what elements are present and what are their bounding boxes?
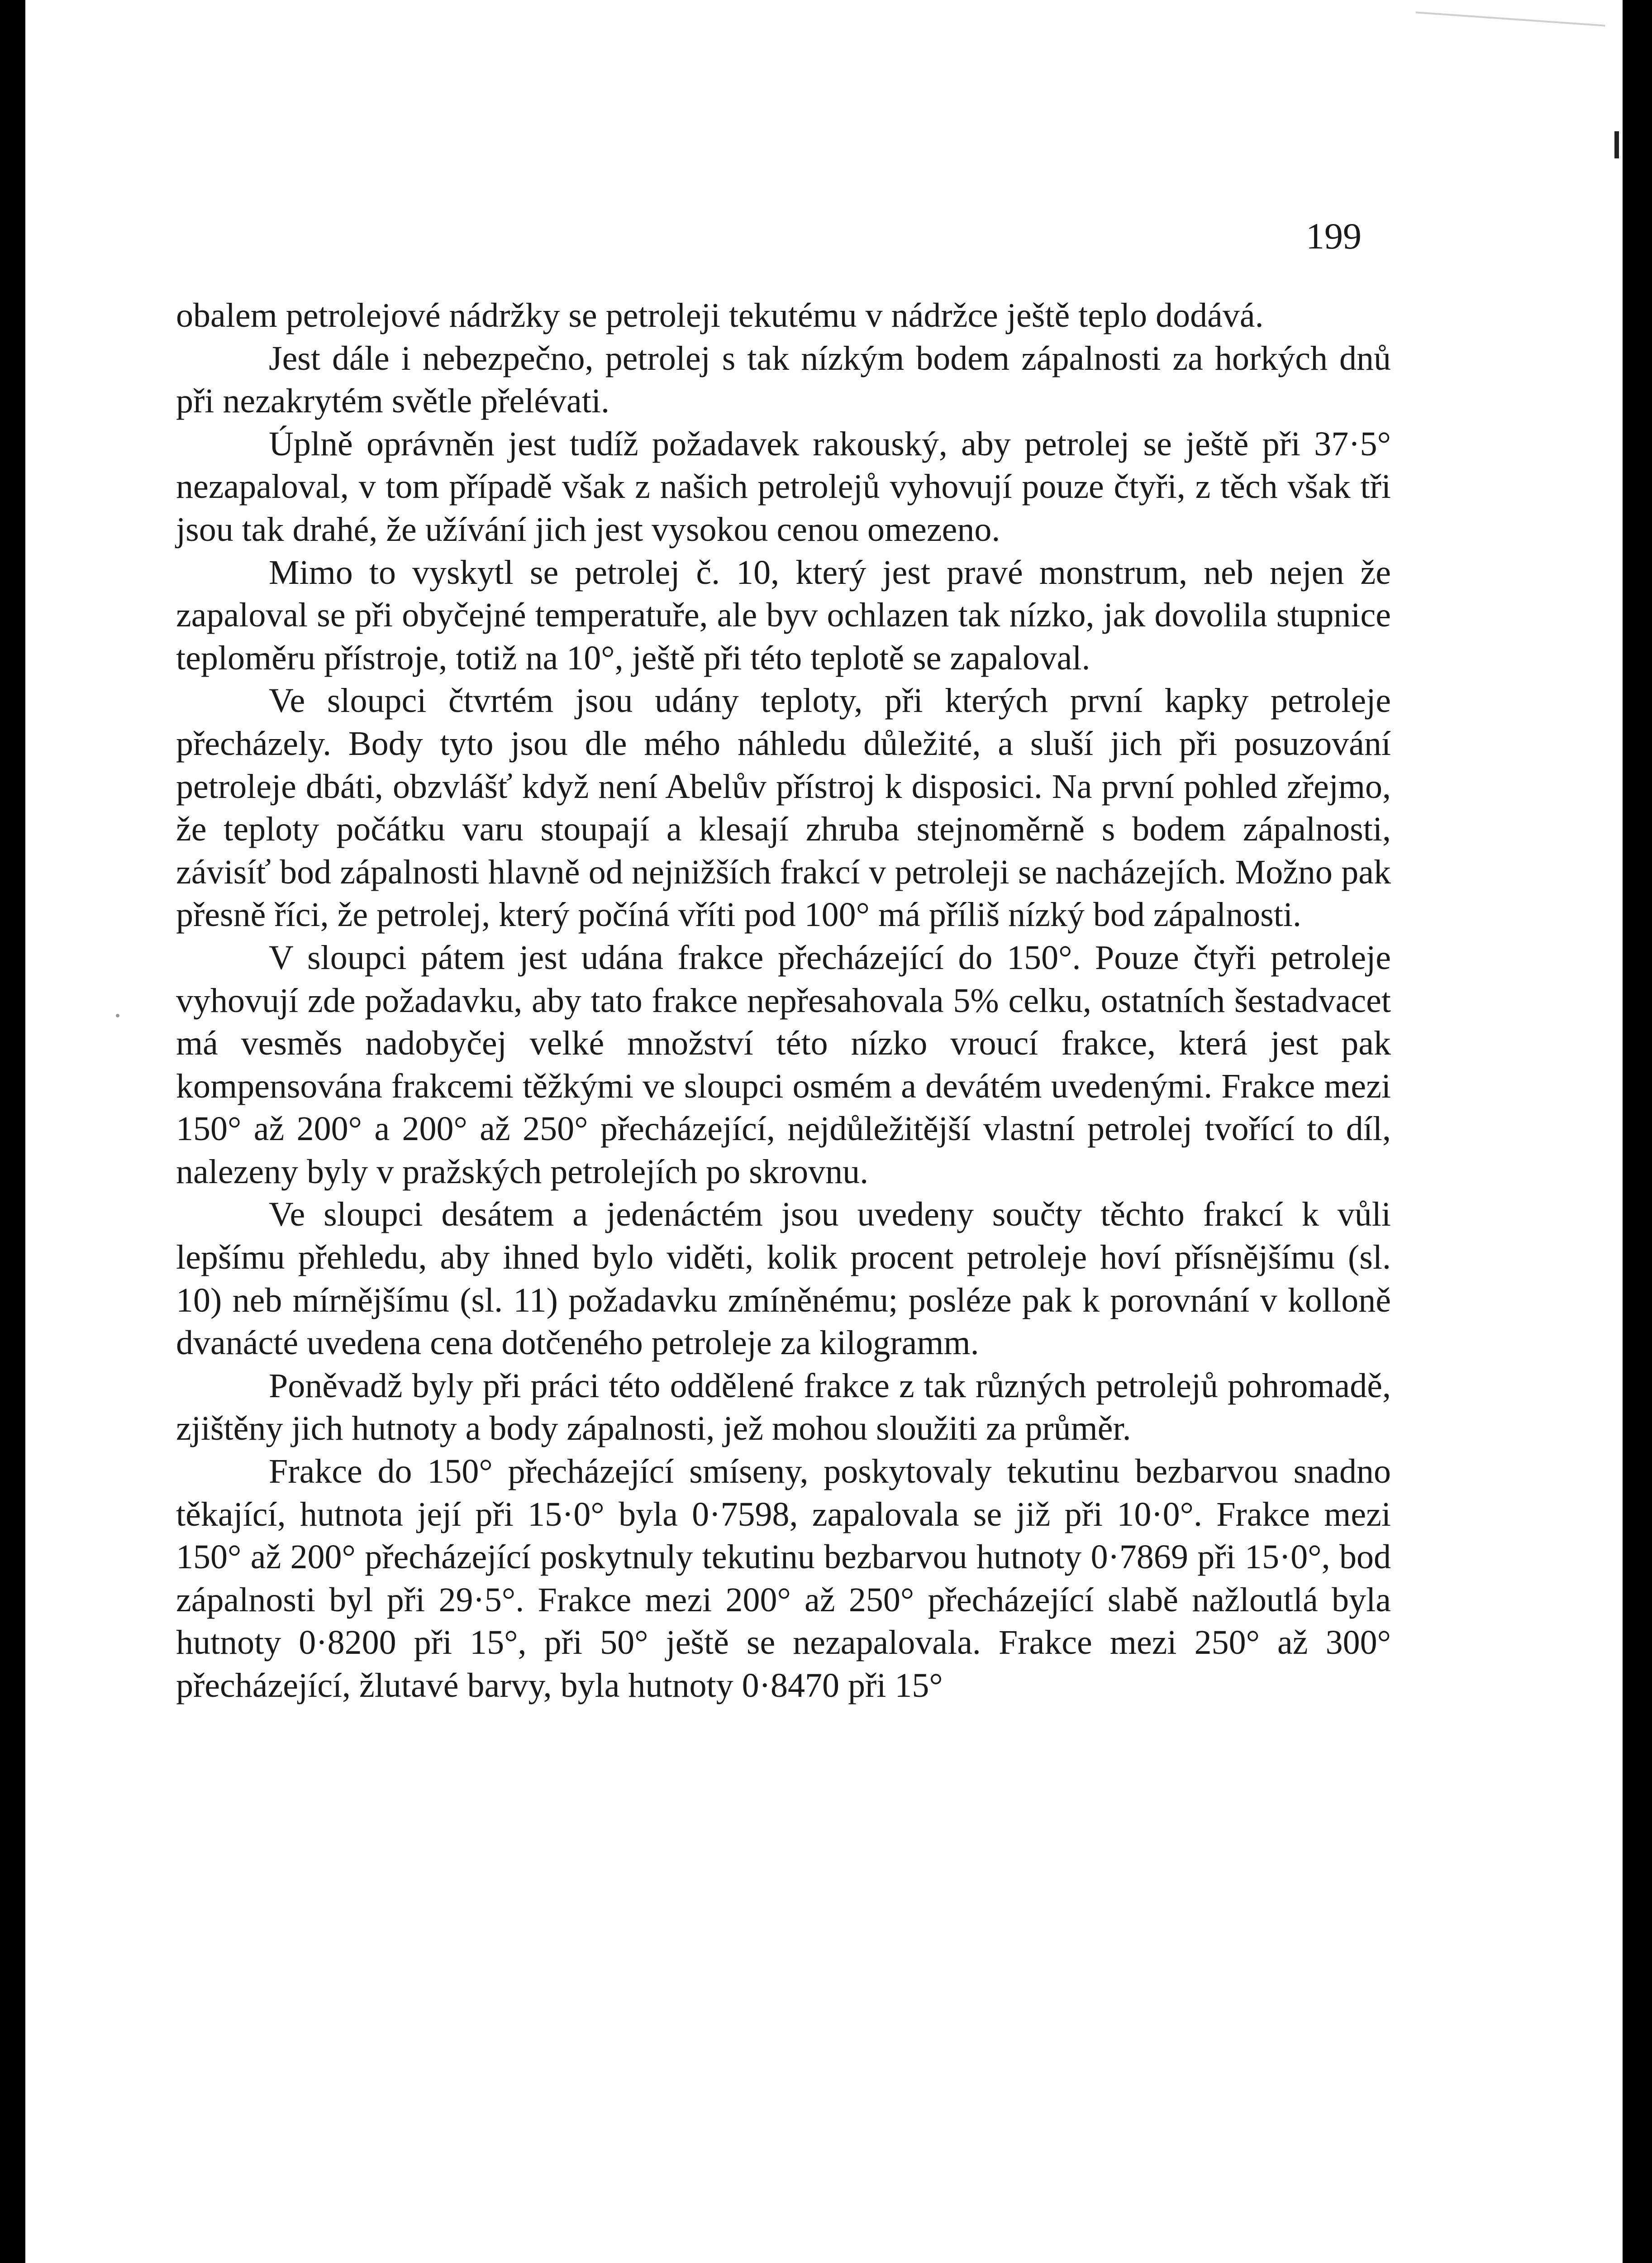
paragraph-8: Poněvadž byly při práci této oddělené frakce z tak různých petrolejů pohromadě, zjištěny jich hutnoty a body zápalnosti, jež mohou sloužiti za průměr. [176,1366,1391,1448]
paragraph-6: V sloupci pátem jest udána frakce přecházející do 150°. Pouze čtyři petroleje vyhovují zde požadavku, aby tato frakce nepřesahovala 5% celku, ostatních šestadvacet má vesměs nadobyčej velké množství této nízko vroucí frakce, která jest pak kompensována frakcemi těžkými ve sloupci osmém a devátém uvedenými. Frakce mezi 150° až 200° a 200° až 250° přecházející, nejdůležitější vlastní petrolej tvořící to díl, nalezeny byly v pražských petrolejích po skrovnu. [176,938,1391,1191]
document-page [25,0,1623,2263]
scan-edge-mark [1614,131,1619,158]
page-number: 199 [1306,215,1362,257]
paragraph-2: Jest dále i nebezpečno, petrolej s tak nízkým bodem zápalnosti za horkých dnů při nezakrytém světle přelévati. [176,339,1391,420]
paragraph-9: Frakce do 150° přecházející smíseny, poskytovaly tekutinu bezbarvou snadno těkající, hutnota její při 15·0° byla 0·7598, zapalovala se již při 10·0°. Frakce mezi 150° až 200° přecházející poskytnuly tekutinu bezbarvou hutnoty 0·7869 při 15·0°, bod zápalnosti byl při 29·5°. Frakce mezi 200° až 250° přecházející slabě nažloutlá byla hutnoty 0·8200 při 15°, při 50° ještě se nezapalovala. Frakce mezi 250° až 300° přecházející, žlutavé barvy, byla hutnoty 0·8470 při 15° [176,1452,1391,1704]
paragraph-3: Úplně oprávněn jest tudíž požadavek rakouský, aby petrolej se ještě při 37·5° nezapaloval, v tom případě však z našich petrolejů vyhovují pouze čtyři, z těch však tři jsou tak drahé, že užívání jich jest vysokou cenou omezeno. [176,425,1391,549]
paragraph-4: Mimo to vyskytl se petrolej č. 10, který jest pravé monstrum, neb nejen že zapaloval se při obyčejné temperatuře, ale byv ochlazen tak nízko, jak dovolila stupnice teploměru přístroje, totiž na 10°, ještě při této teplotě se zapaloval. [176,553,1391,677]
paragraph-7: Ve sloupci desátem a jedenáctém jsou uvedeny součty těchto frakcí k vůli lepšímu přehledu, aby ihned bylo viděti, kolik procent petroleje hoví přísnějšímu (sl. 10) neb mírnějšímu (sl. 11) požadavku zmíněnému; posléze pak k porovnání v kolloně dvanácté uvedena cena dotčeného petroleje za kilogramm. [176,1195,1391,1362]
scan-edge-shadow [1414,11,1605,53]
scan-dust-speck [116,1014,119,1017]
paragraph-5: Ve sloupci čtvrtém jsou udány teploty, při kterých první kapky petroleje přecházely. Body tyto jsou dle mého náhledu důležité, a sluší jich při posuzování petroleje dbáti, obzvlášť když není Abelův přístroj k disposici. Na první pohled zřejmo, že teploty počátku varu stoupají a klesají zhruba stejnoměrně s bodem zápalnosti, závisíť bod zápalnosti hlavně od nejnižších frakcí v petroleji se nacházejích. Možno pak přesně říci, že petrolej, který počíná vříti pod 100° má příliš nízký bod zápalnosti. [176,682,1391,934]
body-text [176,294,1391,1707]
paragraph-1: obalem petrolejové nádržky se petroleji tekutému v nádržce ještě teplo dodává. [176,296,1264,334]
